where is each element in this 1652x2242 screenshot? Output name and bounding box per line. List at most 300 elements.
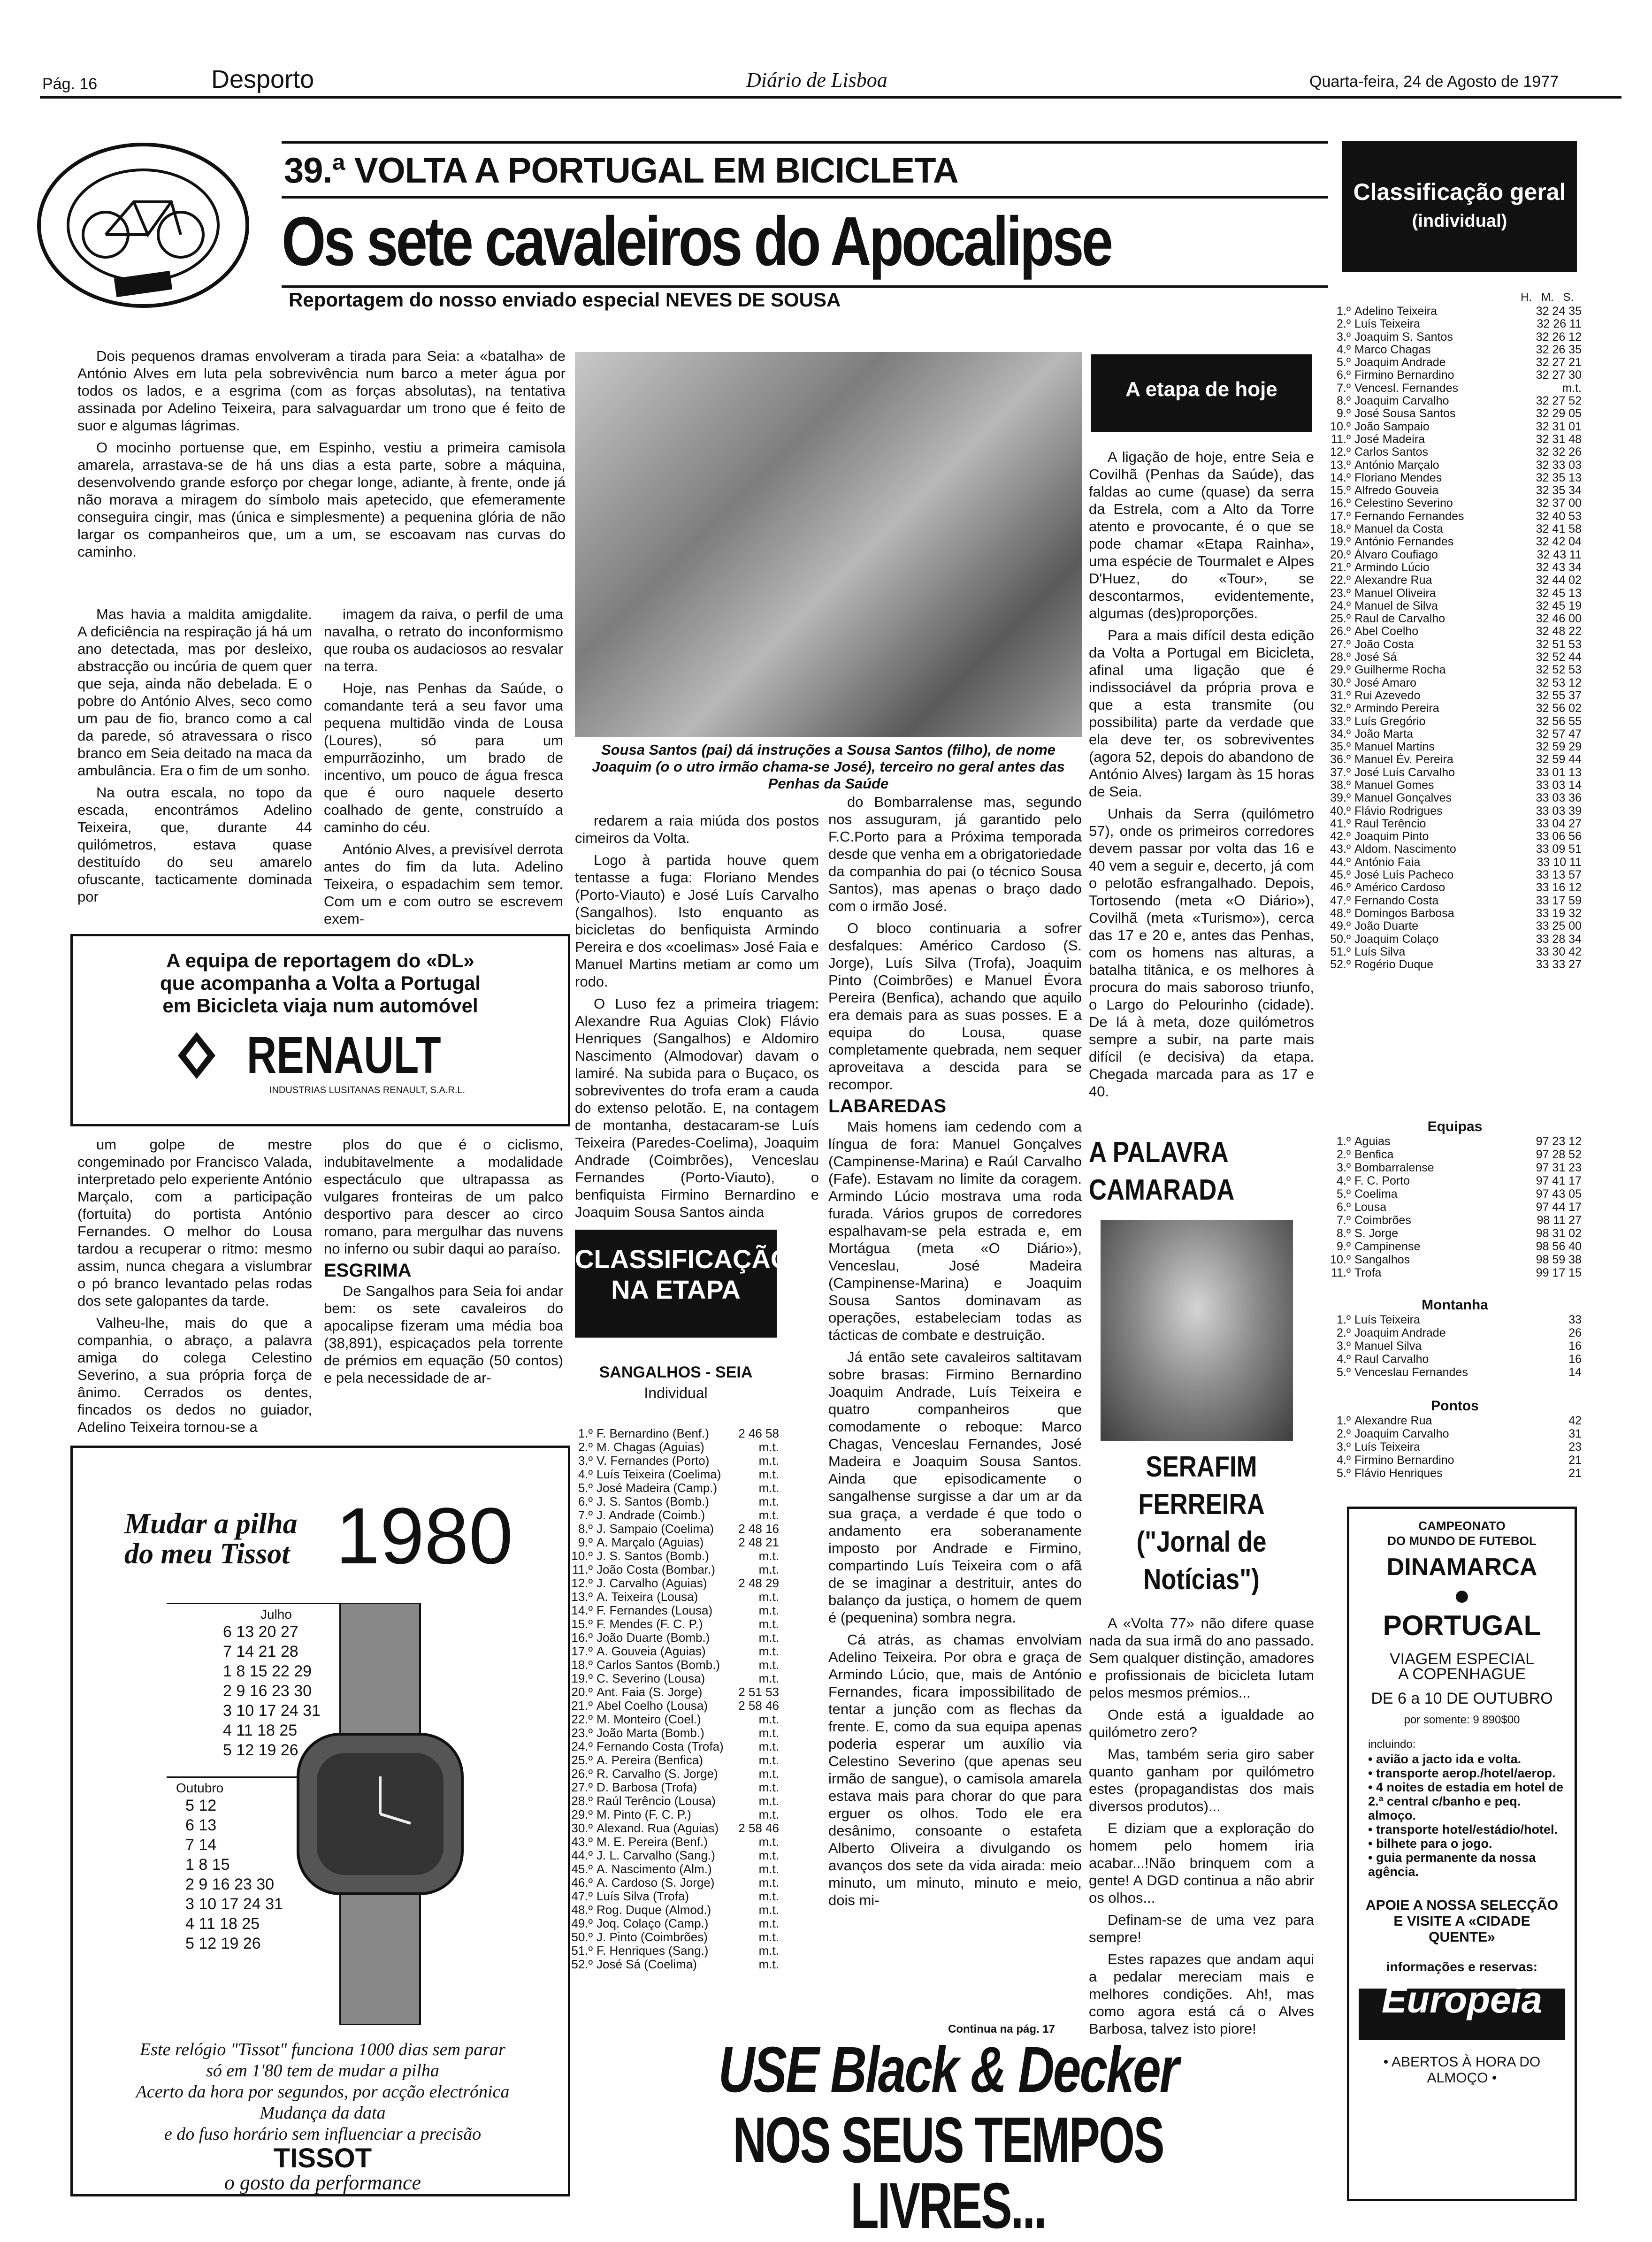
time-cell: m.t. [758, 1930, 779, 1944]
rank-cell: 27.º [1330, 637, 1351, 651]
time-cell: m.t. [758, 1862, 779, 1876]
time-cell: m.t. [758, 1780, 779, 1794]
tissot-line2: só em 1'80 tem de mudar a pilha [206, 2061, 439, 2081]
table-row [1328, 446, 1582, 459]
table-row [570, 1876, 779, 1890]
table-row [570, 1427, 779, 1440]
table-row [570, 1495, 779, 1508]
palavra-name2: FERREIRA [1138, 1488, 1265, 1521]
time-cell: 32 35 13 [1536, 471, 1582, 484]
europeia-l12: • ABERTOS À HORA DO ALMOÇO • [1383, 2054, 1541, 2086]
time-cell: 2 58 46 [738, 1821, 779, 1835]
name-cell: Álvaro Coufiago [1354, 548, 1438, 561]
table-row [1328, 1313, 1582, 1326]
time-cell: 33 06 56 [1536, 830, 1582, 843]
table-row [1328, 1353, 1582, 1366]
time-cell: 32 57 47 [1536, 727, 1582, 741]
name-cell: Abel Coelho [1354, 625, 1419, 638]
table-row [1328, 1427, 1582, 1440]
name-cell: Raul Carvalho [1354, 1353, 1429, 1366]
table-row [1328, 510, 1582, 523]
table-row [1328, 805, 1582, 818]
table-row [1328, 920, 1582, 933]
table-row [1328, 907, 1582, 920]
rank-cell: 17.º [1330, 509, 1351, 523]
bd-line1: USE Black & Decker [718, 2034, 1178, 2106]
table-row [1328, 1161, 1582, 1174]
tissot-brand: TISSOT [273, 2143, 372, 2173]
time-cell: 33 28 34 [1536, 932, 1582, 946]
name-cell: S. Jorge [1354, 1227, 1399, 1240]
name-cell: Armindo Pereira [1354, 702, 1439, 715]
europeia-l10: APOIE A NOSSA SELECÇÃO E VISITE A «CIDADE QUENTE» [1365, 1898, 1559, 1945]
europeia-l3: DINAMARCA [1386, 1553, 1537, 1581]
time-cell: m.t. [758, 1875, 779, 1890]
time-cell: 31 [1568, 1427, 1582, 1440]
table-row [570, 1835, 779, 1849]
list-item: • bilhete para o jogo. [1368, 1836, 1492, 1851]
time-cell: m.t. [758, 1835, 779, 1849]
labaredas-subhead: LABAREDAS [828, 1096, 947, 1117]
tissot-line1: Este relógio "Tissot" funciona 1000 dias sem parar [140, 2040, 505, 2059]
name-cell: José Luís Pacheco [1354, 869, 1454, 882]
name-cell: Firmino Bernardino [1354, 369, 1454, 382]
name-cell: Ant. Faia (S. Jorge) [597, 1685, 703, 1699]
rank-cell: 6.º [1337, 1201, 1351, 1214]
time-cell: 32 24 35 [1536, 305, 1582, 318]
time-cell: 32 52 53 [1536, 663, 1582, 677]
name-cell: F. Henriques (Sang.) [597, 1944, 709, 1958]
table-row [1328, 549, 1582, 561]
table-row [1328, 753, 1582, 766]
time-cell: m.t. [758, 1848, 779, 1862]
paragraph: Logo à partida houve quem tentasse a fuga: Floriano Mendes (Porto-Viauto) e José Luís Carvalho (Sangalhos). Isto enquanto as bicicletas do benfiquista Armindo Pereira e dos «coelimas» José Faia e Manuel Martins metiam ar como um rodo. [575, 852, 819, 990]
rank-cell: 18.º [1330, 522, 1351, 536]
time-cell: 97 23 12 [1536, 1135, 1582, 1148]
time-cell: 32 55 37 [1536, 689, 1582, 702]
table-row [1328, 331, 1582, 344]
time-cell: m.t. [758, 1481, 779, 1495]
name-cell: José Luís Carvalho [1354, 766, 1455, 779]
rank-cell: 3.º [1337, 1339, 1351, 1353]
time-cell: 32 59 29 [1536, 740, 1582, 754]
name-cell: J. Andrade (Coimb.) [597, 1508, 705, 1522]
time-cell: 32 45 19 [1536, 599, 1582, 612]
rank-cell: 22.º [1330, 574, 1351, 587]
time-cell: 32 27 30 [1536, 368, 1582, 382]
name-cell: Vencesl. Fernandes [1354, 382, 1458, 395]
time-cell: 32 45 13 [1536, 586, 1582, 600]
rank-cell: 26.º [1330, 625, 1351, 638]
time-cell: m.t. [758, 1671, 779, 1685]
rank-cell: 4.º [1337, 343, 1351, 356]
geral-header [1342, 141, 1577, 272]
time-cell: 32 32 26 [1536, 445, 1582, 459]
name-cell: João Duarte [1354, 920, 1419, 933]
name-cell: Manuel Silva [1354, 1339, 1422, 1353]
name-cell: Luís Silva (Trofa) [597, 1890, 689, 1903]
time-cell: 33 04 27 [1536, 817, 1582, 830]
name-cell: João Duarte (Bomb.) [597, 1631, 710, 1645]
rank-cell: 8.º [578, 1522, 593, 1536]
rank-cell: 28.º [1330, 650, 1351, 664]
table-row [1328, 818, 1582, 830]
rank-cell: 5.º [578, 1481, 593, 1495]
table-row [1328, 369, 1582, 382]
time-cell: 97 28 52 [1536, 1148, 1582, 1161]
table-row [1328, 779, 1582, 792]
article-col2b [324, 1136, 563, 1391]
paragraph: A ligação de hoje, entre Seia e Covilhã (Penhas da Saúde), das faldas ao cume (quase) da serra da Estrela, com a Alto da Torre atento e provocante, é o que se pode chamar «Etapa Rainha», uma espécie de Tourmalet e Alpes D'Huez, do «Tour», se descontarmos, evidentemente, algumas (des)proporções. [1089, 449, 1314, 621]
calendar-month-label: Julho [260, 1607, 292, 1622]
name-cell: José Madeira (Camp.) [597, 1481, 718, 1495]
time-cell: 32 29 05 [1536, 407, 1582, 421]
palavra-title1: A PALAVRA [1089, 1136, 1229, 1169]
time-cell: m.t. [758, 1590, 779, 1604]
time-cell: 32 27 52 [1536, 394, 1582, 408]
table-row [570, 1944, 779, 1958]
table-row [1328, 344, 1582, 356]
table-row [1328, 638, 1582, 651]
name-cell: M. Monteiro (Coel.) [597, 1713, 701, 1726]
rank-cell: 9.º [1337, 1240, 1351, 1253]
europeia-l4: PORTUGAL [1383, 1610, 1541, 1641]
name-cell: Rui Azevedo [1354, 689, 1421, 702]
rank-cell: 51.º [1330, 945, 1351, 958]
name-cell: D. Barbosa (Trofa) [597, 1781, 697, 1794]
page-number: Pág. 16 [42, 75, 98, 93]
table-row [570, 1930, 779, 1944]
table-row [570, 1685, 779, 1699]
name-cell: Marco Chagas [1354, 343, 1431, 356]
table-row [1328, 1326, 1582, 1339]
name-cell: Luís Gregório [1354, 715, 1426, 728]
table-row [1328, 1266, 1582, 1279]
rank-cell: 12.º [1330, 445, 1351, 459]
table-row [1328, 741, 1582, 753]
rank-cell: 24.º [1330, 599, 1351, 612]
table-row [1328, 1454, 1582, 1467]
name-cell: A. Pereira (Benfica) [597, 1753, 703, 1767]
time-cell: 32 26 12 [1536, 330, 1582, 344]
rank-cell: 20.º [571, 1685, 593, 1699]
bullet-icon: ● [1453, 1579, 1471, 1611]
time-cell: m.t. [758, 1630, 779, 1645]
renault-ad [70, 934, 570, 1126]
table-row [1328, 830, 1582, 843]
name-cell: F. Mendes (F. C. P.) [597, 1617, 703, 1631]
table-row [570, 1890, 779, 1903]
table-row [1328, 1201, 1582, 1214]
name-cell: F. C. Porto [1354, 1174, 1410, 1187]
table-row [570, 1958, 779, 1971]
time-cell: m.t. [758, 1494, 779, 1508]
table-row [570, 1468, 779, 1481]
name-cell: Joaquim Carvalho [1354, 395, 1449, 408]
rank-cell: 46.º [1330, 881, 1351, 895]
paragraph: Para a mais difícil desta edição da Volta a Portugal em Bicicleta, afinal uma ligação que é indissociável da própria prova e que a esta transmite (ou possibilita) parte da verdade que ela deve ter, os sobreviventes (agora 52, depois do abandono de António Alves) largam às 15 horas de Seia. [1089, 627, 1314, 800]
etapa-class-list [570, 1427, 779, 1971]
table-row [1328, 1187, 1582, 1201]
rank-cell: 39.º [1330, 791, 1351, 805]
time-cell: 32 31 48 [1536, 432, 1582, 446]
list-item: • transporte aerop./hotel/aerop. [1368, 1766, 1556, 1780]
time-cell: 21 [1568, 1454, 1582, 1467]
name-cell: Manuel de Silva [1354, 599, 1438, 612]
table-row [1328, 843, 1582, 856]
rank-cell: 1.º [1337, 1414, 1351, 1427]
time-cell: 42 [1568, 1414, 1582, 1427]
pontos-list [1328, 1414, 1582, 1480]
time-cell: 33 33 27 [1536, 958, 1582, 972]
time-cell: 32 35 34 [1536, 484, 1582, 497]
name-cell: F. Fernandes (Lousa) [597, 1604, 713, 1617]
table-row [570, 1481, 779, 1495]
table-row [570, 1658, 779, 1672]
time-cell: 32 44 02 [1536, 574, 1582, 587]
time-cell: m.t. [758, 1712, 779, 1726]
paragraph: Mais homens iam cedendo com a língua de fora: Manuel Gonçalves (Campinense-Marina) e Raúl Carvalho (Fafe). Estavam no limite da coragem. Armindo Lúcio mostrava uma roda furada. Vários grupos de corredores espalhavam-se pela estrada e, em Mortágua (meta «O Diário»), Venceslau, José Madeira (Campinense-Marina) e Joaquim Sousa Santos dominavam as operações, estabeleciam todas as tácticas de combate e destruição. [828, 1118, 1082, 1343]
palavra-name4: Notícias") [1143, 1563, 1260, 1596]
name-cell: José Sá [1354, 651, 1397, 664]
palavra-name1: SERAFIM [1146, 1451, 1257, 1483]
table-row [1328, 1240, 1582, 1253]
table-row [1328, 484, 1582, 497]
time-cell: 2 48 29 [738, 1576, 779, 1590]
table-row [1328, 1227, 1582, 1240]
paragraph: um golpe de mestre congeminado por Francisco Valada, interpretado pelo experiente António Marçalo, com a participação (fortuita) do portista António Fernandes. O melhor do Lousa tardou a recuperar o ritmo: mesmo assim, nunca chegara a vislumbrar o pó branco levantado pelas rodas dos sete galopantes da tarde. [77, 1136, 312, 1309]
table-row [1328, 1148, 1582, 1161]
name-cell: Raul Terêncio [1354, 817, 1426, 830]
riders-photo [575, 352, 1082, 737]
time-cell: 32 52 44 [1536, 650, 1582, 664]
rank-cell: 48.º [1330, 906, 1351, 920]
name-cell: J. S. Santos (Bomb.) [597, 1549, 709, 1563]
table-row [1328, 356, 1582, 369]
table-row [570, 1699, 779, 1713]
time-cell: 2 48 21 [738, 1535, 779, 1549]
table-row [1328, 1414, 1582, 1427]
name-cell: Domingos Barbosa [1354, 907, 1454, 920]
tissot-line4: Mudança da data [260, 2103, 386, 2123]
name-cell: João Marta (Bomb.) [597, 1726, 704, 1740]
time-cell: m.t. [758, 1794, 779, 1808]
calendar-month-label: Outubro [176, 1781, 224, 1795]
name-cell: Guilherme Rocha [1354, 664, 1446, 677]
name-cell: Joaquim Andrade [1354, 1326, 1446, 1339]
table-row [570, 1522, 779, 1536]
table-row [1328, 472, 1582, 484]
rank-cell: 15.º [571, 1617, 593, 1631]
name-cell: Trofa [1354, 1266, 1382, 1279]
time-cell: 32 37 00 [1536, 497, 1582, 510]
table-row [1328, 459, 1582, 472]
kicker: 39.ª VOLTA A PORTUGAL EM BICICLETA [284, 151, 958, 191]
name-cell: Bombarralense [1354, 1161, 1434, 1174]
tissot-headline: Mudar a pilha do meu Tissot [124, 1508, 298, 1570]
time-cell: m.t. [758, 1739, 779, 1753]
time-cell: m.t. [758, 1944, 779, 1958]
table-row [570, 1590, 779, 1604]
rank-cell: 22.º [571, 1712, 593, 1726]
name-cell: Luís Teixeira (Coelima) [597, 1468, 721, 1481]
name-cell: Joaquim Pinto [1354, 830, 1429, 843]
table-row [570, 1767, 779, 1781]
name-cell: A. Marçalo (Aguias) [597, 1536, 704, 1549]
name-cell: Joaquim Andrade [1354, 356, 1446, 369]
rank-cell: 46.º [571, 1875, 593, 1890]
time-cell: 33 10 11 [1537, 855, 1582, 869]
name-cell: Joq. Colaço (Camp.) [597, 1917, 709, 1930]
name-cell: M. Chagas (Aguias) [597, 1440, 704, 1454]
rank-cell: 5.º [1337, 1467, 1351, 1480]
table-row [1328, 702, 1582, 715]
table-row [1328, 1214, 1582, 1227]
table-row [570, 1508, 779, 1522]
europeia-l2: DO MUNDO DE FUTEBOL [1387, 1534, 1537, 1548]
table-row [1328, 497, 1582, 510]
name-cell: Raul de Carvalho [1354, 612, 1446, 626]
time-cell: m.t. [758, 1903, 779, 1917]
rank-cell: 1.º [1337, 305, 1351, 318]
table-row [1328, 856, 1582, 869]
tissot-ad [70, 1446, 570, 2196]
table-row [1328, 766, 1582, 779]
table-row [570, 1740, 779, 1753]
table-row [570, 1672, 779, 1685]
table-row [1328, 305, 1582, 318]
table-row [1328, 869, 1582, 881]
time-cell: 98 31 02 [1536, 1227, 1582, 1240]
rank-cell: 42.º [1330, 830, 1351, 843]
name-cell: Flávio Henriques [1354, 1467, 1443, 1480]
name-cell: Lousa [1354, 1201, 1387, 1214]
rank-cell: 33.º [1330, 714, 1351, 728]
equipas-title: Equipas [1427, 1119, 1483, 1134]
name-cell: Alfredo Gouveia [1354, 484, 1439, 497]
rank-cell: 5.º [1337, 1366, 1351, 1379]
rank-cell: 38.º [1330, 778, 1351, 792]
name-cell: Fernando Fernandes [1354, 510, 1464, 523]
rank-cell: 43.º [571, 1835, 593, 1849]
rank-cell: 19.º [1330, 535, 1351, 549]
paragraph: De Sangalhos para Seia foi andar bem: os sete cavaleiros do apocalipse fizeram uma média boa (38,891), espicaçados pela torrente de prémios em equação (50 contos) e pela necessidade de ar- [324, 1283, 563, 1386]
table-row [1328, 1339, 1582, 1353]
bd-line2: NOS SEUS TEMPOS LIVRES... [733, 2104, 1163, 2242]
intro-paragraph: Dois pequenos dramas envolveram a tirada para Seia: a «batalha» de António Alves em luta pela sobrevivência num barco a meter água por todos os lados, e a esgrima (com as forças absolutas), na tentativa assinada por Adelino Teixeira, para salvaguardar um trono que é feito de suor e algumas lágrimas. [77, 348, 566, 434]
time-cell: 33 03 14 [1536, 778, 1582, 792]
table-row [570, 1454, 779, 1468]
name-cell: Firmino Bernardino [1354, 1454, 1454, 1467]
table-row [1328, 433, 1582, 446]
name-cell: J. Sampaio (Coelima) [597, 1522, 714, 1536]
paragraph: Já então sete cavaleiros saltitavam sobre brasas: Firmino Bernardino Joaquim Andrade, Luís Teixeira e quatro companheiros que comodamente o reboque: Marco Chagas, Venceslau Fernandes, José Madeira e Joaquim Sousa Santos. Ainda que episodicamente o sangalhense surgisse a dar um ar da sua graça, a verdade é que todo o andamento era soberanamente imposto por Andrade e Firmino, compartindo Luís Teixeira com o afã de se imaginar a destrituir, antes do balanço da justiça, o homem de quem é (pequenina) sombra negra. [828, 1349, 1082, 1626]
name-cell: João Costa [1354, 638, 1414, 651]
name-cell: Benfica [1354, 1148, 1394, 1161]
time-cell: 97 44 17 [1536, 1201, 1582, 1214]
serafim-photo [1101, 1220, 1293, 1441]
name-cell: José Sousa Santos [1354, 407, 1456, 421]
renault-diamond-icon [176, 1030, 218, 1081]
time-cell: 2 58 46 [738, 1699, 779, 1713]
paragraph: Onde está a igualdade ao quilómetro zero? [1089, 1706, 1314, 1740]
time-cell: 97 31 23 [1536, 1161, 1582, 1174]
name-cell: Manuel Martins [1354, 741, 1435, 754]
rank-cell: 47.º [1330, 894, 1351, 907]
rank-cell: 12.º [571, 1576, 593, 1590]
name-cell: Américo Cardoso [1354, 881, 1446, 895]
paragraph: Definam-se de uma vez para sempre! [1089, 1912, 1314, 1945]
name-cell: R. Carvalho (S. Jorge) [597, 1767, 718, 1781]
etapa-class-title1: CLASSIFICAÇÃO [575, 1244, 791, 1274]
rank-cell: 2.º [1337, 1326, 1351, 1339]
name-cell: Campinense [1354, 1240, 1421, 1253]
table-row [1328, 1253, 1582, 1266]
paragraph: redarem a raia miúda dos postos cimeiros da Volta. [575, 812, 819, 846]
table-row [570, 1808, 779, 1821]
rank-cell: 2.º [578, 1440, 593, 1454]
rank-cell: 3.º [1337, 1161, 1351, 1174]
name-cell: Adelino Teixeira [1354, 305, 1438, 318]
time-cell: 32 46 00 [1536, 612, 1582, 626]
name-cell: Luís Teixeira [1354, 1440, 1420, 1454]
table-row [1328, 1440, 1582, 1454]
time-cell: 2 48 16 [738, 1522, 779, 1536]
name-cell: Rog. Duque (Almod.) [597, 1903, 711, 1917]
time-cell: 32 33 03 [1536, 458, 1582, 472]
renault-line1: A equipa de reportagem do «DL» [166, 949, 474, 972]
name-cell: Coimbrões [1354, 1214, 1411, 1227]
rank-cell: 1.º [578, 1426, 593, 1440]
name-cell: José Sá (Coelima) [597, 1958, 697, 1971]
name-cell: Abel Coelho (Lousa) [597, 1699, 708, 1713]
name-cell: Flávio Rodrigues [1354, 804, 1443, 818]
rank-cell: 9.º [578, 1535, 593, 1549]
name-cell: A. Nascimento (Alm.) [597, 1862, 712, 1876]
table-row [570, 1617, 779, 1631]
rank-cell: 31.º [1330, 689, 1351, 702]
rank-cell: 3.º [578, 1454, 593, 1468]
article-intro [77, 347, 566, 565]
time-cell: 21 [1568, 1467, 1582, 1480]
geral-title2: (individual) [1412, 211, 1507, 231]
europeia-l9: incluindo: [1368, 1738, 1416, 1751]
name-cell: Luís Teixeira [1354, 318, 1420, 331]
rank-cell: 17.º [571, 1644, 593, 1658]
name-cell: J. Carvalho (Aguias) [597, 1576, 707, 1590]
rank-cell: 25.º [571, 1753, 593, 1767]
table-row [1328, 600, 1582, 612]
renault-sub: INDUSTRIAS LUSITANAS RENAULT, S.A.R.L. [269, 1085, 466, 1095]
name-cell: C. Severino (Lousa) [597, 1672, 705, 1685]
europeia-l1: CAMPEONATO [1418, 1519, 1506, 1533]
rank-cell: 32.º [1330, 702, 1351, 715]
table-row [570, 1536, 779, 1549]
time-cell: m.t. [758, 1617, 779, 1631]
rank-cell: 6.º [578, 1494, 593, 1508]
palavra-title2: CAMARADA [1089, 1174, 1235, 1206]
table-row [1328, 407, 1582, 420]
paragraph: O Luso fez a primeira triagem: Alexandre Rua Aguias Clok) Flávio Henriques (Sangalhos) e Aldomiro Nascimento (Almodovar) davam o lamiré. Na subida para o Buçaco, os sobreviventes do trofa eram a cauda do extenso pelotão. E, na contagem de montanha, destacaram-se Luís Teixeira (Paredes-Coelima), Joaquim Andrade (Coimbrões), Venceslau Fernandes (Porto-Viauto), o benfiquista Firmino Bernardino e Joaquim Sousa Santos ainda [575, 995, 819, 1220]
name-cell: J. S. Santos (Bomb.) [597, 1495, 709, 1508]
etapa-hoje-header [1091, 354, 1312, 432]
time-cell: 98 59 38 [1536, 1253, 1582, 1266]
name-cell: Raúl Terêncio (Lousa) [597, 1794, 716, 1808]
name-cell: Fernando Costa [1354, 894, 1439, 907]
time-cell: 33 09 51 [1536, 842, 1582, 856]
time-cell: 33 13 57 [1536, 868, 1582, 882]
rank-cell: 9.º [1337, 407, 1351, 421]
